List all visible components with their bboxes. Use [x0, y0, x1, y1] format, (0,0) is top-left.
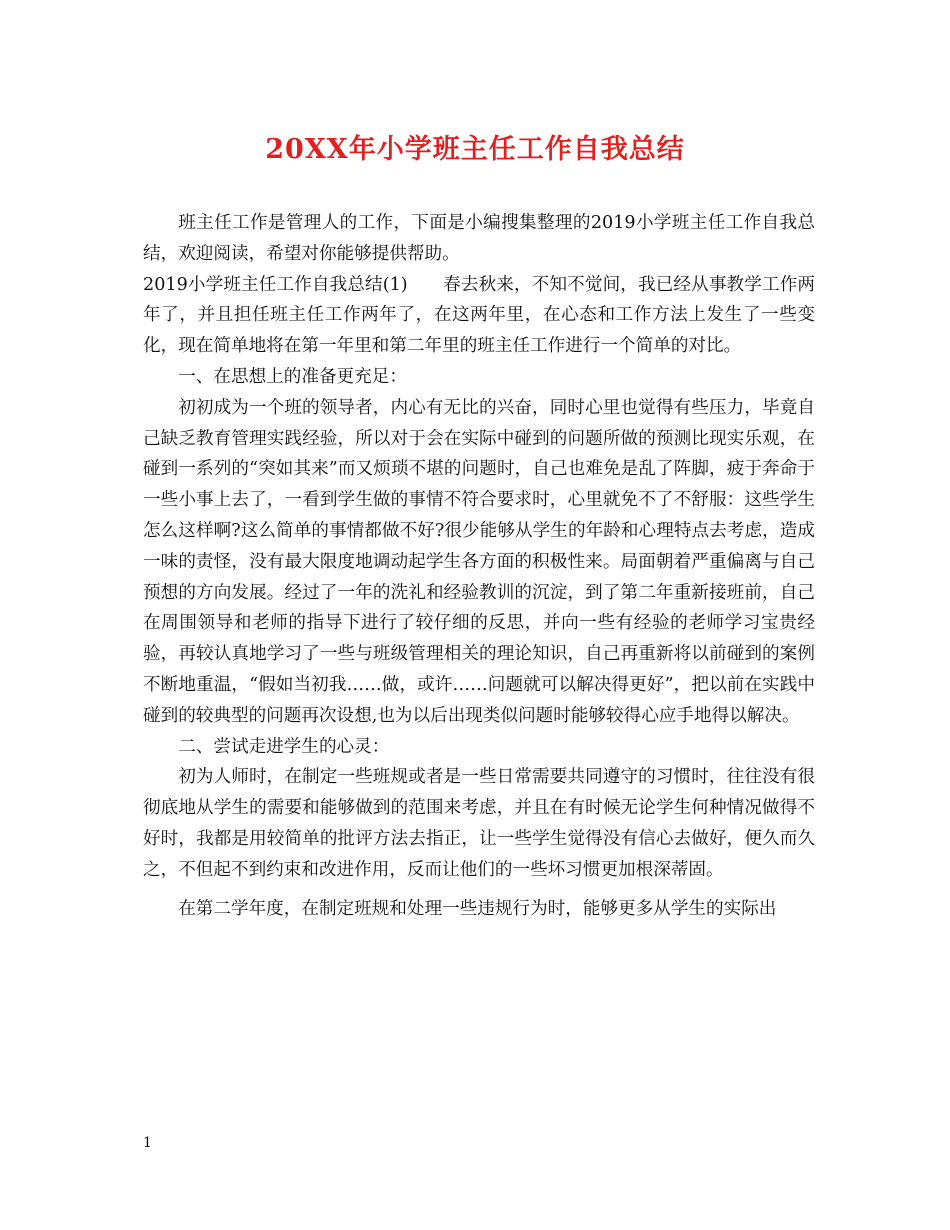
document-body: [143, 208, 815, 924]
document-title: 20XX年小学班主任工作自我总结: [265, 134, 685, 165]
paragraph-heading-2: 二、尝试走进学生的心灵：: [178, 736, 390, 757]
paragraph-body-1: 初初成为一个班的领导者，内心有无比的兴奋，同时心里也觉得有些压力，毕竟自己缺乏教育管理实践经验，所以对于会在实际中碰到的问题所做的预测比现实乐观，在碰到一系列的“突如其来”而又烦琐不堪的问题时，自己也难免是乱了阵脚，疲于奔命于一些小事上去了，一看到学生做的事情不符合要求时，心里就免不了不舒服：这些学生怎么这样啊?这么简单的事情都做不好?很少能够从学生的年龄和心理特点去考虑，造成一味的责怪，没有最大限度地调动起学生各方面的积极性来。局面朝着严重偏离与自己预想的方向发展。经过了一年的洗礼和经验教训的沉淀，到了第二年重新接班前，自己在周围领导和老师的指导下进行了较仔细的反思，并向一些有经验的老师学习宝贵经验，再较认真地学习了一些与班级管理相关的理论知识，自己再重新将以前碰到的案例不断地重温，“假如当初我……做，或许……问题就可以解决得更好”，把以前在实践中碰到的较典型的问题再次设想,也为以后出现类似问题时能够较得心应手地得以解决。: [143, 397, 815, 726]
paragraph-heading-1: 一、在思想上的准备更充足：: [178, 366, 407, 387]
paragraph-body-2: 初为人师时，在制定一些班规或者是一些日常需要共同遵守的习惯时，往往没有很彻底地从学生的需要和能够做到的范围来考虑，并且在有时候无论学生何种情况做得不好时，我都是用较简单的批评方法去指正，让一些学生觉得没有信心去做好，便久而久之，不但起不到约束和改进作用，反而让他们的一些坏习惯更加根深蒂固。: [143, 767, 815, 880]
paragraph-intro: 班主任工作是管理人的工作，下面是小编搜集整理的2019小学班主任工作自我总结，欢迎阅读，希望对你能够提供帮助。: [143, 213, 815, 264]
page-number: 1: [143, 1135, 152, 1151]
paragraph-section-heading: 2019小学班主任工作自我总结(1) 春去秋来，不知不觉间，我已经从事教学工作两年了，并且担任班主任工作两年了，在这两年里，在心态和工作方法上发生了一些变化，现在简单地将在第一年里和第二年里的班主任工作进行一个简单的对比。: [143, 274, 815, 357]
paragraph-body-3: 在第二学年度，在制定班规和处理一些违规行为时，能够更多从学生的实际出: [178, 898, 777, 919]
